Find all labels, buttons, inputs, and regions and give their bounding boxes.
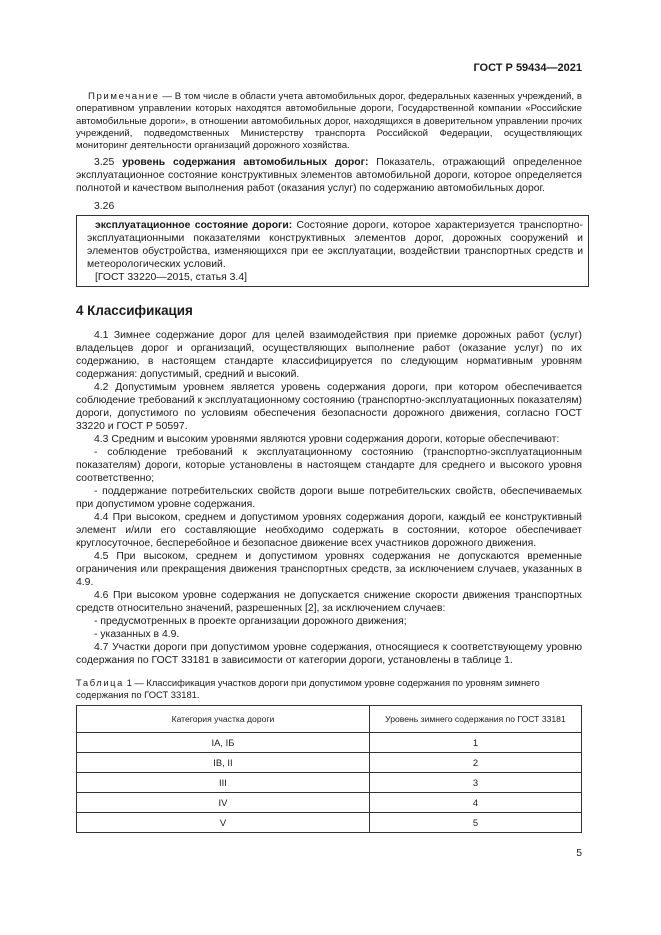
- paragraph: 4.1 Зимнее содержание дорог для целей взаимодействия при приемке дорожных работ (услуг) владельцев дорог и организаций, осуществляющих выполнение работ (оказание услуг) по их содержанию, в настоящем стандарте классифицируется по следующим нормативным уровням содержания: допустимый, средний и высокий.: [76, 330, 582, 380]
- document-id: ГОСТ Р 59434—2021: [473, 62, 582, 74]
- table-caption-text: 1 — Классификация участков дороги при допустимом уровне содержания по уровням зимнего содержания по ГОСТ 33181.: [76, 677, 540, 700]
- table-cell-category: III: [77, 773, 370, 793]
- list-item: - поддержание потребительских свойств дороги выше потребительских свойств, обеспечиваемых при допустимом уровне содержания.: [76, 486, 582, 510]
- table-cell-category: V: [77, 813, 370, 833]
- paragraph: 4.5 При высоком, среднем и допустимом уровнях содержания не допускаются временные ограничения или прекращения движения транспортных средств, за исключением случаев, указанных в 4.9.: [76, 551, 582, 588]
- table-row: [77, 773, 582, 793]
- paragraph: 4.3 Средним и высоким уровнями являются уровни содержания дороги, которые обеспечивают:: [94, 434, 560, 445]
- table-caption: [76, 677, 582, 700]
- def-text: Показатель, отражающий определенное эксплуатационное состояние конструктивных элементов автомобильной дороги, которое определяется полнотой и качеством выполнения работ (оказания услуг) по содержанию автомобильных дорог.: [76, 157, 582, 194]
- list-item: - указанных в 4.9.: [94, 629, 180, 640]
- list-item: - соблюдение требований к эксплуатационному состоянию (транспортно-эксплуатационным показателям) дороги, которые установлены в настоящем стандарте для среднего и высокого уровня соответственно;: [76, 447, 582, 484]
- note-text: — В том числе в области учета автомобильных дорог, федеральных казенных учреждений, в оперативном управлении которых находятся автомобильные дороги, Государственной компании «Российские автомобильные дороги», в отношении автомобильных дорог, находящихся в доверительном управлении прочих учреждений, подведомственных Министерству транспорта Российской Федерации, осуществляющих мониторинг деятельности организаций дорожного хозяйства.: [76, 91, 582, 152]
- table-cell-category: IА, IБ: [77, 733, 370, 753]
- table-cell-level: 5: [369, 813, 581, 833]
- section-title: 4 Классификация: [76, 303, 193, 318]
- table-cell-category: IВ, II: [77, 753, 370, 773]
- table-cell-level: 1: [369, 733, 581, 753]
- definition-3-25: [76, 156, 582, 195]
- section-body: [76, 329, 582, 667]
- def-source: [ГОСТ 33220—2015, статья 3.4]: [95, 272, 247, 283]
- def-number: 3.25: [94, 157, 115, 168]
- table-row: [77, 753, 582, 773]
- classification-table: [76, 705, 582, 833]
- paragraph: 4.4 При высоком, среднем и допустимом уровнях содержания дороги, каждый ее конструктивный элемент и/или его составляющие необходимо содержать в состоянии, которое обеспечивает круглосуточное, бесперебойное и безопасное движение всех участников дорожного движения.: [76, 512, 582, 549]
- definition-3-26-number: 3.26: [94, 201, 115, 212]
- page-number: 5: [576, 848, 582, 859]
- note: [76, 91, 582, 152]
- table-row: [77, 813, 582, 833]
- def-text: Состояние дороги, которое характеризуется транспортно-эксплуатационными показателями конструктивных элементов дорог, дорожных сооружений и элементов обустройства, изменяющихся при ее эксплуатации, воздействии транспортных средств и метеорологических условий.: [87, 220, 583, 270]
- list-item: - предусмотренных в проекте организации дорожного движения;: [94, 616, 407, 627]
- paragraph: 4.2 Допустимым уровнем является уровень содержания дороги, при котором обеспечивается соблюдение требований к эксплуатационному состоянию (транспортно-эксплуатационных показателям) дороги, допустимого по условиям обеспечения безопасности дорожного движения, согласно ГОСТ 33220 и ГОСТ Р 50597.: [76, 382, 583, 432]
- table-cell-category: IV: [77, 793, 370, 813]
- table-row: [77, 733, 582, 753]
- table-header-row: [77, 706, 582, 733]
- table-cell-level: 3: [369, 773, 581, 793]
- note-label: Примечание: [88, 91, 160, 102]
- paragraph: 4.6 При высоком уровне содержания не допускается снижение скорости движения транспортных средств относительно значений, разрешенных [2], за исключением случаев:: [76, 590, 582, 614]
- def-term: эксплуатационное состояние дороги:: [95, 220, 293, 231]
- paragraph: 4.7 Участки дороги при допустимом уровне содержания, относящиеся к соответствующему уровню содержания по ГОСТ 33181 в зависимости от категории дороги, установлены в таблице 1.: [76, 642, 582, 666]
- table-cell-level: 2: [369, 753, 581, 773]
- table-row: [77, 793, 582, 813]
- def-term: уровень содержания автомобильных дорог:: [122, 157, 369, 168]
- definition-3-26-box: [76, 215, 589, 287]
- table-header-level: Уровень зимнего содержания по ГОСТ 33181: [369, 706, 581, 733]
- table-caption-label: Таблица: [76, 677, 124, 688]
- table-header-category: Категория участка дороги: [77, 706, 370, 733]
- table-cell-level: 4: [369, 793, 581, 813]
